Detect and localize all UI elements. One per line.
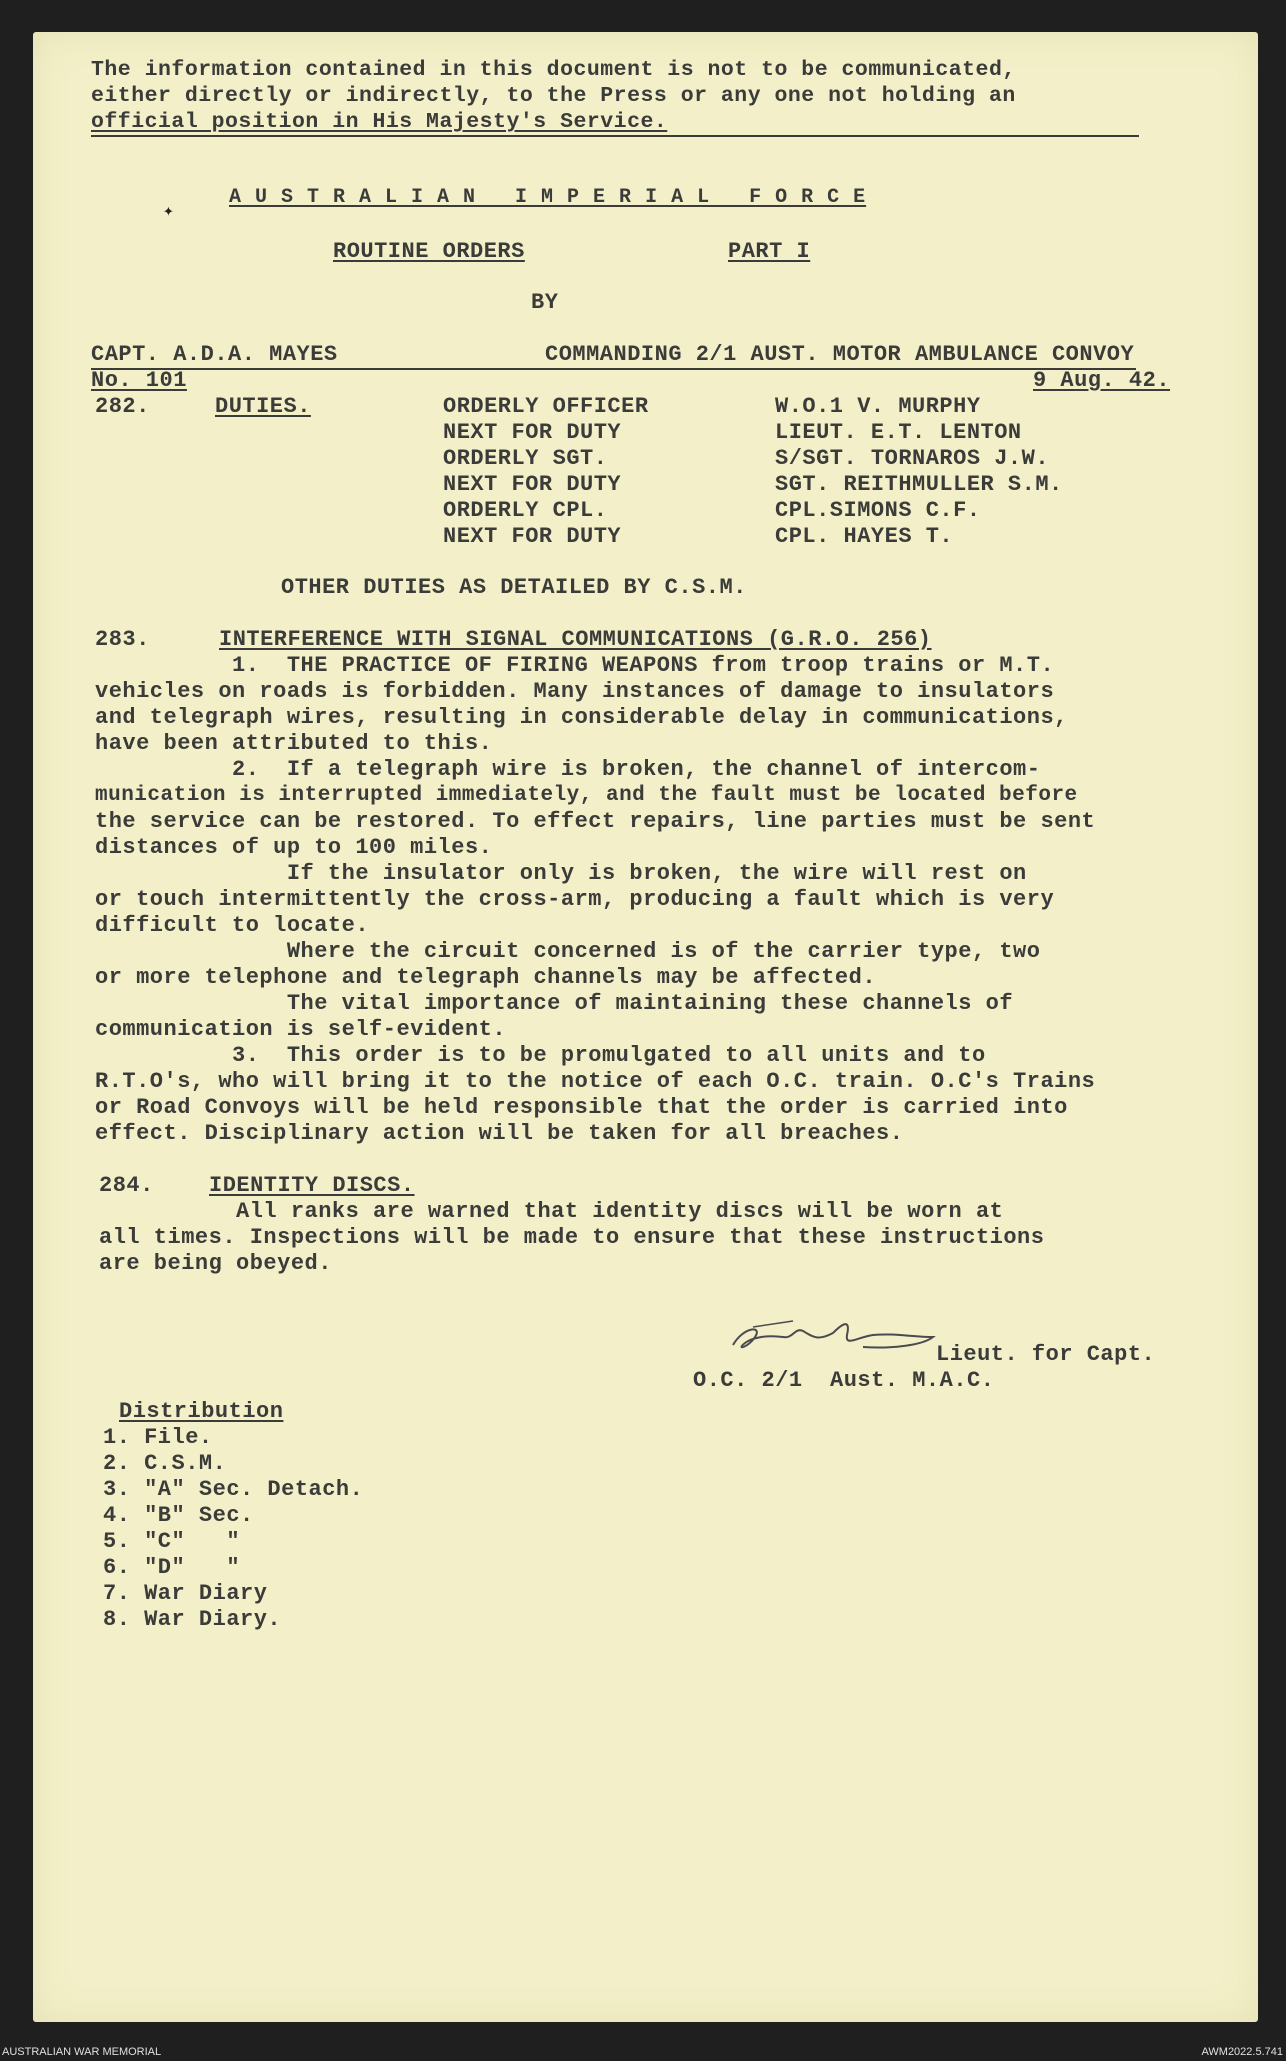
para-283-line: munication is interrupted immediately, and the fault must be located before xyxy=(95,784,1078,807)
footer-accession-number: AWM2022.5.741 xyxy=(1201,2046,1283,2058)
para-284-line: all times. Inspections will be made to ensure that these instructions xyxy=(99,1225,1045,1250)
para-283-number: 283. xyxy=(95,627,150,652)
para-283-line: Where the circuit concerned is of the carrier type, two xyxy=(95,939,1041,964)
distribution-item: 4. "B" Sec. xyxy=(103,1503,254,1528)
routine-orders-heading: ROUTINE ORDERS xyxy=(333,239,525,264)
order-number: No. 101 xyxy=(91,368,187,393)
by-label: BY xyxy=(531,290,559,315)
notice-line-1: The information contained in this document is not to be communicated, xyxy=(91,58,1016,82)
distribution-item: 7. War Diary xyxy=(103,1581,268,1606)
para-283-line: 1. THE PRACTICE OF FIRING WEAPONS from troop trains or M.T. xyxy=(95,653,1055,678)
order-date: 9 Aug. 42. xyxy=(1033,368,1171,393)
duty-role: NEXT FOR DUTY xyxy=(443,420,622,445)
para-283-line: or more telephone and telegraph channels may be affected. xyxy=(95,965,877,990)
part-heading: PART I xyxy=(728,239,811,264)
para-283-line: 3. This order is to be promulgated to all units and to xyxy=(95,1043,986,1068)
para-283-line: the service can be restored. To effect repairs, line parties must be sent xyxy=(95,809,1096,834)
para-283-line: communication is self-evident. xyxy=(95,1017,507,1042)
para-283-line: effect. Disciplinary action will be taken for all breaches. xyxy=(95,1121,904,1146)
para-283-line: and telegraph wires, resulting in considerable delay in communications, xyxy=(95,705,1068,730)
duty-role: NEXT FOR DUTY xyxy=(443,524,622,549)
distribution-item: 6. "D" " xyxy=(103,1555,241,1580)
para-283-line: If the insulator only is broken, the wire will rest on xyxy=(95,861,1027,886)
duty-role: ORDERLY SGT. xyxy=(443,446,608,471)
para-282-number: 282. xyxy=(95,394,150,419)
pin-mark-icon: ✦ xyxy=(163,202,174,222)
captain-name: CAPT. A.D.A. MAYES xyxy=(91,342,338,367)
para-284-line: are being obeyed. xyxy=(99,1251,332,1276)
notice-line-2: either directly or indirectly, to the Press or any one not holding an xyxy=(91,84,1016,108)
signature-rank: Lieut. for Capt. xyxy=(936,1342,1156,1367)
archive-footer xyxy=(0,2045,1286,2061)
distribution-item: 8. War Diary. xyxy=(103,1607,282,1632)
notice-line-3: official position in His Majesty's Service. xyxy=(91,110,668,134)
distribution-item: 3. "A" Sec. Detach. xyxy=(103,1477,364,1502)
handwritten-signature xyxy=(723,1307,953,1367)
distribution-heading: Distribution xyxy=(119,1399,284,1424)
para-283-line: 2. If a telegraph wire is broken, the channel of intercom- xyxy=(95,757,1041,782)
document-title: A U S T R A L I A N I M P E R I A L F O R C E xyxy=(229,186,867,209)
para-284-heading: IDENTITY DISCS. xyxy=(209,1173,415,1198)
para-283-line: The vital importance of maintaining these channels of xyxy=(95,991,1014,1016)
para-283-line: R.T.O's, who will bring it to the notice of each O.C. train. O.C's Trains xyxy=(95,1069,1096,1094)
para-284-line: All ranks are warned that identity discs will be worn at xyxy=(99,1199,1004,1224)
para-283-line: vehicles on roads is forbidden. Many instances of damage to insulators xyxy=(95,679,1055,704)
duties-heading: DUTIES. xyxy=(215,394,311,419)
para-283-line: or touch intermittently the cross-arm, producing a fault which is very xyxy=(95,887,1055,912)
notice-underline xyxy=(91,135,1139,137)
duty-name: LIEUT. E.T. LENTON xyxy=(775,420,1022,445)
other-duties-note: OTHER DUTIES AS DETAILED BY C.S.M. xyxy=(281,575,747,600)
distribution-item: 5. "C" " xyxy=(103,1529,241,1554)
para-284-number: 284. xyxy=(99,1173,154,1198)
duty-name: S/SGT. TORNAROS J.W. xyxy=(775,446,1050,471)
para-283-line: or Road Convoys will be held responsible that the order is carried into xyxy=(95,1095,1068,1120)
commanding-unit: COMMANDING 2/1 AUST. MOTOR AMBULANCE CONVOY xyxy=(545,342,1135,367)
duty-name: W.O.1 V. MURPHY xyxy=(775,394,981,419)
distribution-item: 2. C.S.M. xyxy=(103,1451,227,1476)
para-283-line: distances of up to 100 miles. xyxy=(95,835,493,860)
duty-name: CPL.SIMONS C.F. xyxy=(775,498,981,523)
header-rule xyxy=(91,368,1136,370)
duty-name: CPL. HAYES T. xyxy=(775,524,954,549)
para-283-line: difficult to locate. xyxy=(95,913,370,938)
document-page xyxy=(33,32,1258,2022)
signature-unit: O.C. 2/1 Aust. M.A.C. xyxy=(693,1368,995,1393)
duty-role: ORDERLY CPL. xyxy=(443,498,608,523)
duty-role: ORDERLY OFFICER xyxy=(443,394,649,419)
duty-name: SGT. REITHMULLER S.M. xyxy=(775,472,1063,497)
para-283-line: have been attributed to this. xyxy=(95,731,493,756)
distribution-item: 1. File. xyxy=(103,1425,213,1450)
para-283-heading: INTERFERENCE WITH SIGNAL COMMUNICATIONS (G.R.O. 256) xyxy=(219,627,932,652)
duty-role: NEXT FOR DUTY xyxy=(443,472,622,497)
footer-institution: AUSTRALIAN WAR MEMORIAL xyxy=(2,2046,162,2058)
